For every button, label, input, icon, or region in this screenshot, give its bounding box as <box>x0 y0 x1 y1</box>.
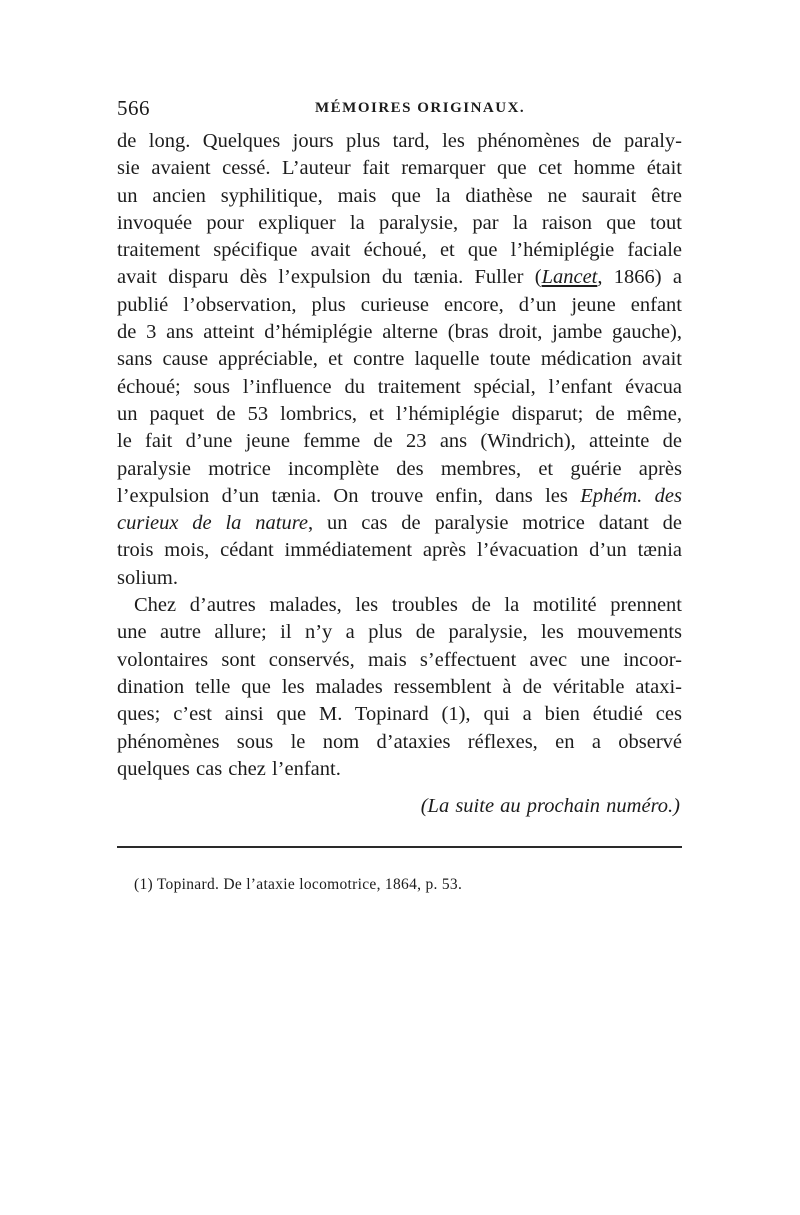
text-line: de long. Quelques jours plus tard, les phénomènes de paraly- <box>117 130 682 152</box>
text-segment: avait disparu dès l’expulsion du tænia. Fuller ( <box>117 266 542 289</box>
text-line: volontaires sont conservés, mais s’effectuent avec une incoor- <box>117 648 682 671</box>
text-line: phénomènes sous le nom d’ataxies réflexes, en a observé <box>117 730 682 753</box>
text-line: échoué; sous l’influence du traitement spécial, l’enfant évacua <box>117 375 682 398</box>
text-line: sie avaient cessé. L’auteur fait remarquer que cet homme était <box>117 157 682 180</box>
text-line: invoquée pour expliquer la paralysie, par la raison que tout <box>117 211 682 234</box>
text-line: de 3 ans atteint d’hémiplégie alterne (bras droit, jambe gauche), <box>117 321 682 344</box>
text-segment: , 1866) a <box>597 266 682 289</box>
text-line: un paquet de 53 lombrics, et l’hémiplégie disparut; de même, <box>117 402 682 425</box>
text-line: trois mois, cédant immédiatement après l’évacuation d’un tænia <box>117 539 682 562</box>
text-line: ques; c’est ainsi que M. Topinard (1), qui a bien étudié ces <box>117 703 682 726</box>
text-segment: , un cas de paralysie motrice datant de <box>308 512 682 535</box>
text-line: traitement spécifique avait échoué, et que l’hémiplégie faciale <box>117 239 682 262</box>
text-line: une autre allure; il n’y a plus de paralysie, les mouvements <box>117 621 682 644</box>
running-head <box>117 96 682 120</box>
text-line <box>117 510 682 537</box>
text-line: le fait d’une jeune femme de 23 ans (Windrich), atteinte de <box>117 430 682 453</box>
continuation-note: (La suite au prochain numéro.) <box>420 795 680 818</box>
text-line: sans cause appréciable, et contre laquelle toute médication avait <box>117 348 682 371</box>
body-text <box>117 128 682 820</box>
text-line: dination telle que les malades ressemblent à de véritable ataxi- <box>117 675 682 698</box>
footnote: (1) Topinard. De l’ataxie locomotrice, 1864, p. 53. <box>134 876 463 893</box>
footnote-rule <box>117 846 682 848</box>
text-line <box>117 264 682 291</box>
text-line: paralysie motrice incomplète des membres, et guérie après <box>117 457 682 480</box>
text-line: un ancien syphilitique, mais que la diathèse ne saurait être <box>117 184 682 207</box>
text-line: solium. <box>117 566 178 589</box>
journal-title-curieux: curieux de la nature <box>117 512 309 535</box>
text-line: quelques cas chez l’enfant. <box>117 757 341 780</box>
text-line: publié l’observation, plus curieuse encore, d’un jeune enfant <box>117 293 682 316</box>
text-line <box>117 483 682 510</box>
text-line: Chez d’autres malades, les troubles de la motilité prennent <box>134 594 682 617</box>
journal-title-ephem: Ephém. des <box>580 484 682 507</box>
page-number: 566 <box>117 96 150 120</box>
running-title: MÉMOIRES ORIGINAUX. <box>315 100 526 116</box>
text-segment: l’expulsion d’un tænia. On trouve enfin, dans les <box>117 484 581 507</box>
journal-title-lancet: Lancet <box>541 266 598 289</box>
